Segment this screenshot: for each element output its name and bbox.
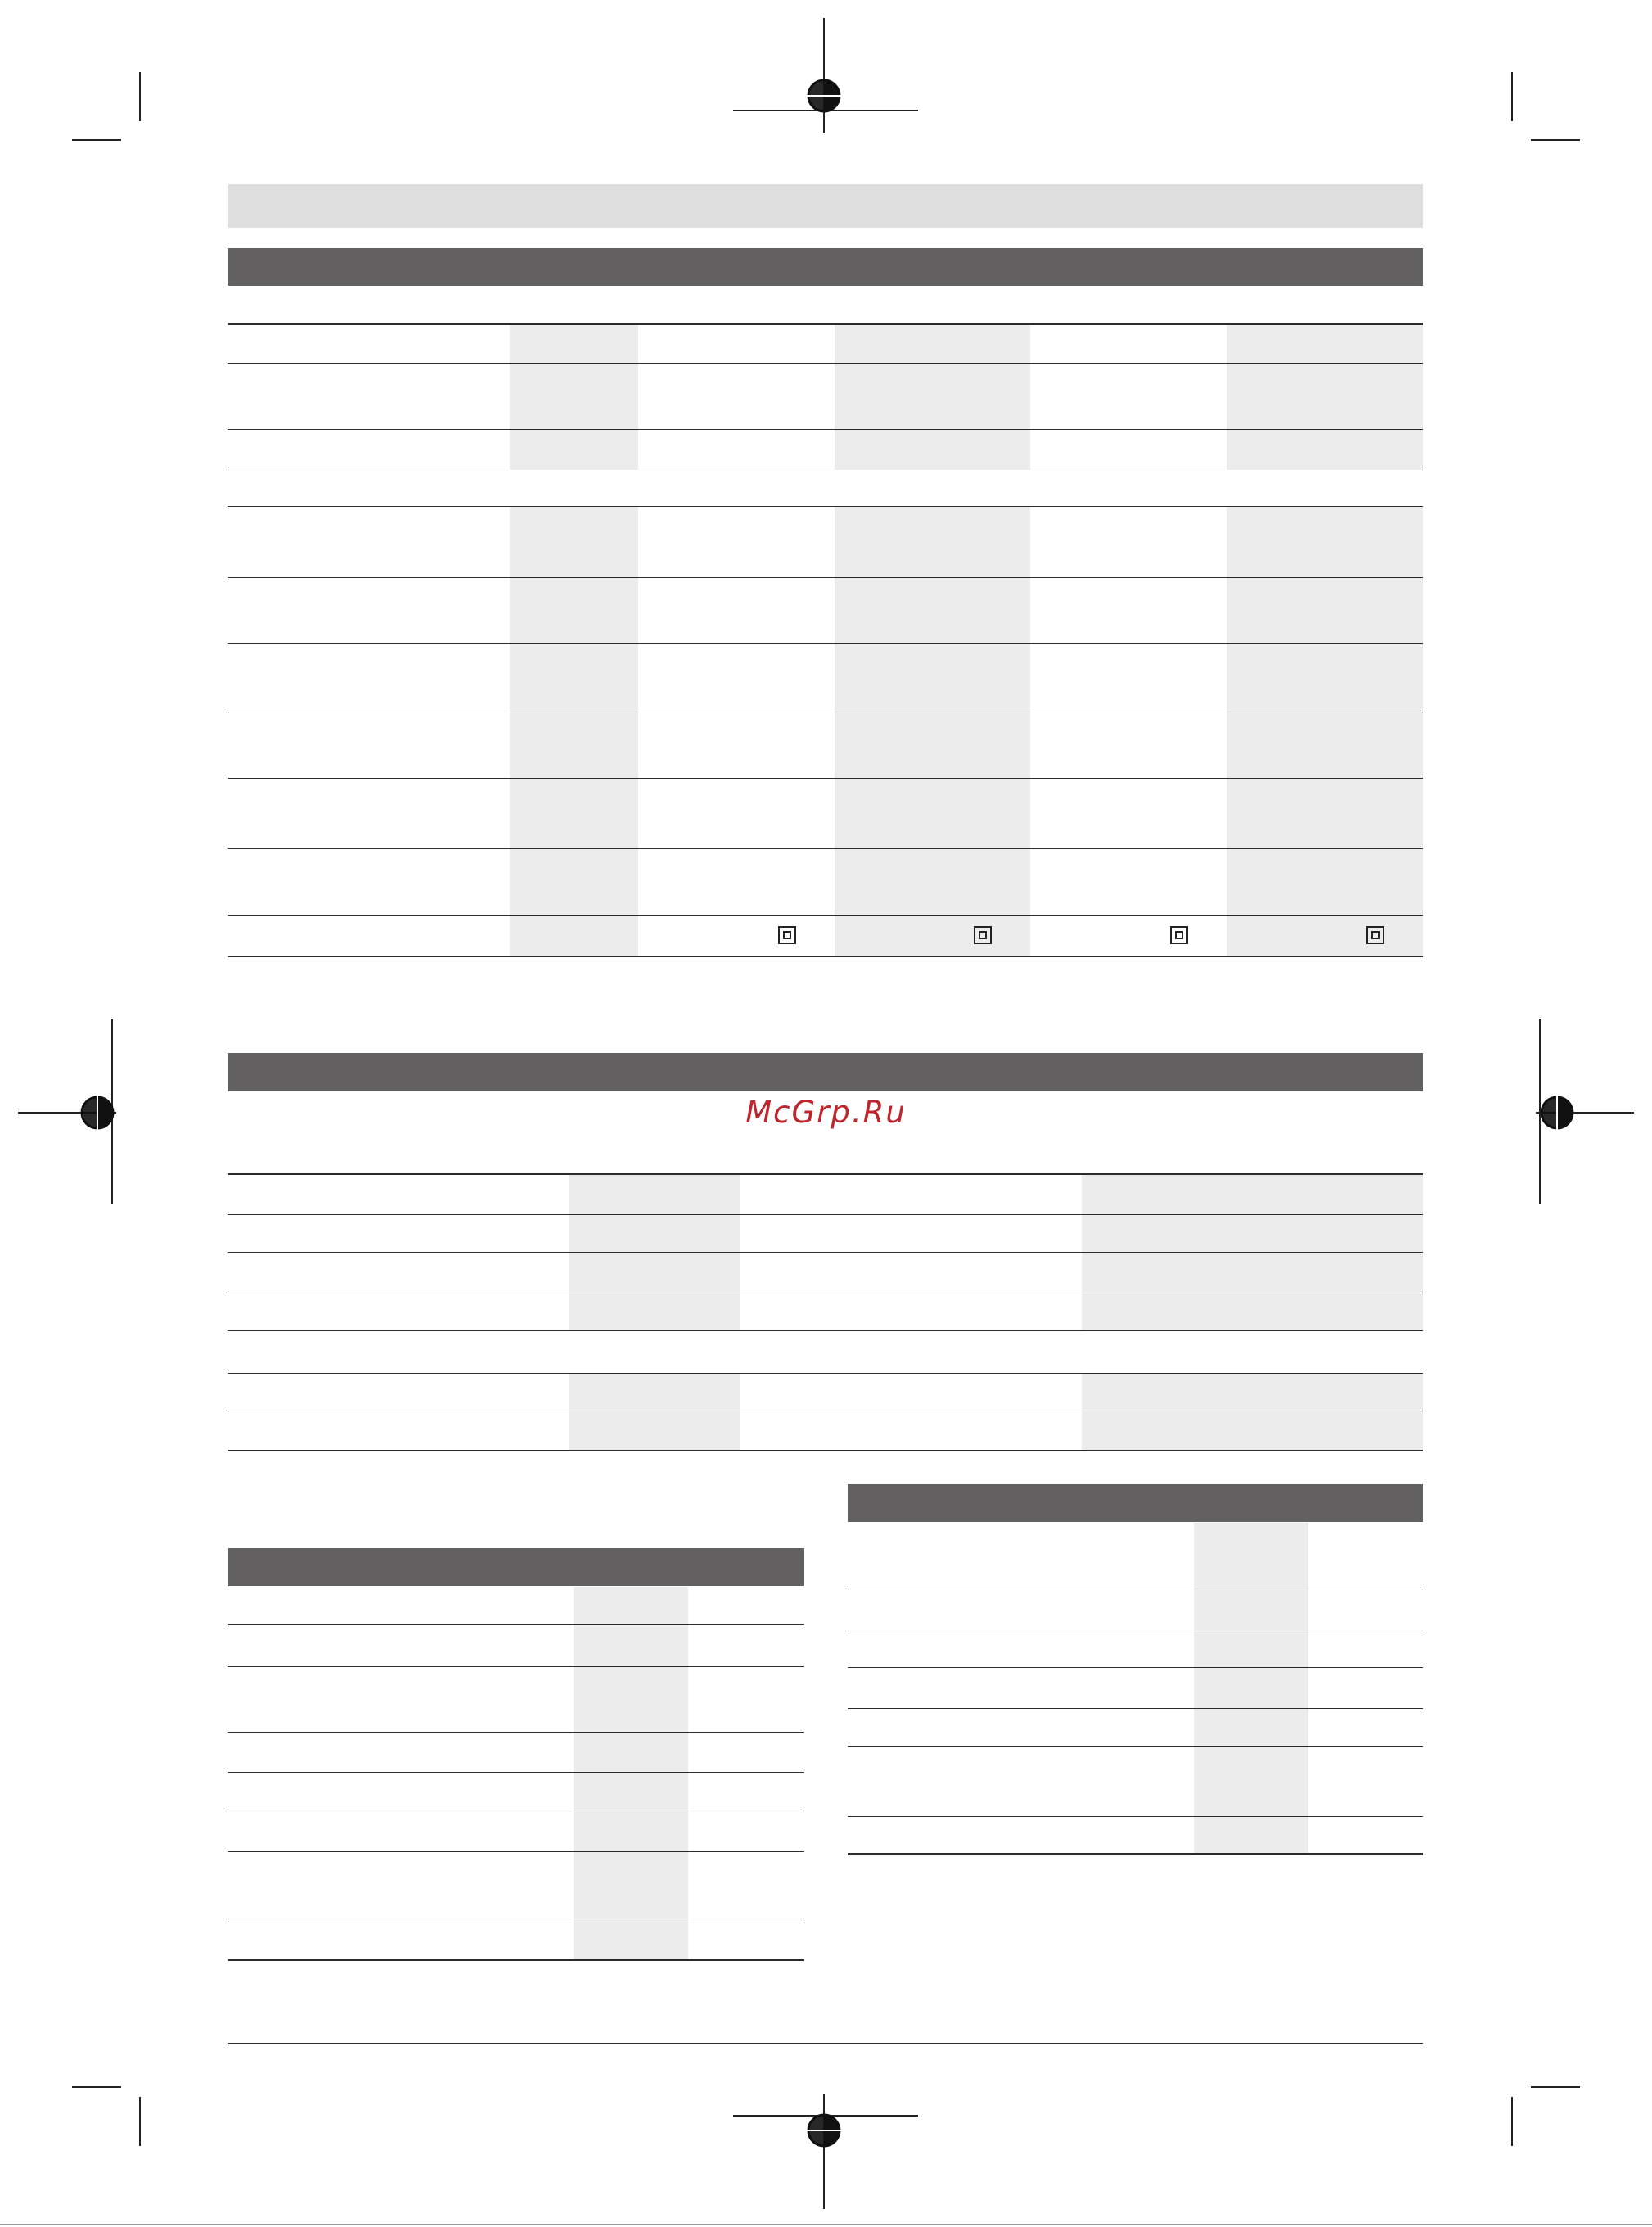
table-header-bar bbox=[228, 1548, 804, 1586]
table-row bbox=[228, 1959, 804, 1961]
table-row bbox=[228, 1330, 1423, 1331]
table-row bbox=[848, 1708, 1423, 1709]
table-row bbox=[228, 506, 1423, 507]
table-column bbox=[1227, 324, 1423, 956]
crop-mark bbox=[1511, 72, 1513, 121]
table-section-row bbox=[228, 470, 1423, 506]
table-column bbox=[835, 324, 1030, 956]
watermark: McGrp.Ru bbox=[745, 1095, 907, 1130]
crop-mark bbox=[1511, 2097, 1513, 2146]
crop-mark bbox=[72, 139, 121, 141]
table-row bbox=[228, 429, 1423, 430]
crop-mark bbox=[72, 2086, 121, 2088]
table-row bbox=[848, 1746, 1423, 1747]
table-row bbox=[228, 643, 1423, 644]
table-row bbox=[228, 848, 1423, 849]
double-square-icon bbox=[1170, 926, 1188, 944]
table-row bbox=[228, 1252, 1423, 1253]
table-column bbox=[569, 1374, 740, 1451]
footer-rule bbox=[228, 2043, 1423, 2044]
table-column bbox=[574, 1587, 688, 1960]
crop-mark bbox=[139, 72, 141, 121]
table-column bbox=[569, 1175, 740, 1331]
double-square-icon bbox=[778, 926, 796, 944]
page-edge-line bbox=[0, 2224, 1652, 2225]
table-header-bar bbox=[228, 1053, 1423, 1091]
table-row bbox=[228, 1624, 804, 1625]
table-header-bar bbox=[848, 1484, 1423, 1522]
page-header-band bbox=[228, 184, 1423, 228]
table-row bbox=[228, 1666, 804, 1667]
crop-mark bbox=[139, 2097, 141, 2146]
double-square-icon bbox=[974, 926, 992, 944]
crop-mark bbox=[1531, 139, 1580, 141]
table-column bbox=[510, 324, 638, 956]
table-column bbox=[1082, 1175, 1423, 1331]
table-row bbox=[228, 1214, 1423, 1215]
table-column bbox=[1194, 1523, 1308, 1854]
table-row bbox=[228, 956, 1423, 957]
crop-mark bbox=[1531, 2086, 1580, 2088]
table-row bbox=[228, 1450, 1423, 1451]
registration-target-icon bbox=[806, 2112, 842, 2148]
table-header-bar bbox=[228, 248, 1423, 286]
registration-line bbox=[823, 2094, 825, 2209]
table-row bbox=[848, 1853, 1423, 1855]
table-row bbox=[228, 1373, 1423, 1374]
registration-target-icon bbox=[806, 78, 842, 114]
table-column bbox=[1082, 1374, 1423, 1451]
double-square-icon bbox=[1366, 926, 1384, 944]
table-row bbox=[228, 915, 1423, 916]
table-row bbox=[228, 577, 1423, 578]
table-row bbox=[848, 1667, 1423, 1668]
table-row bbox=[228, 1732, 804, 1733]
table-row bbox=[848, 1816, 1423, 1817]
table-row bbox=[228, 363, 1423, 364]
table-row bbox=[228, 323, 1423, 325]
table-row bbox=[228, 1173, 1423, 1175]
registration-line bbox=[823, 18, 825, 133]
table-row bbox=[228, 778, 1423, 779]
table-row bbox=[228, 1772, 804, 1773]
table-row bbox=[228, 1851, 804, 1852]
